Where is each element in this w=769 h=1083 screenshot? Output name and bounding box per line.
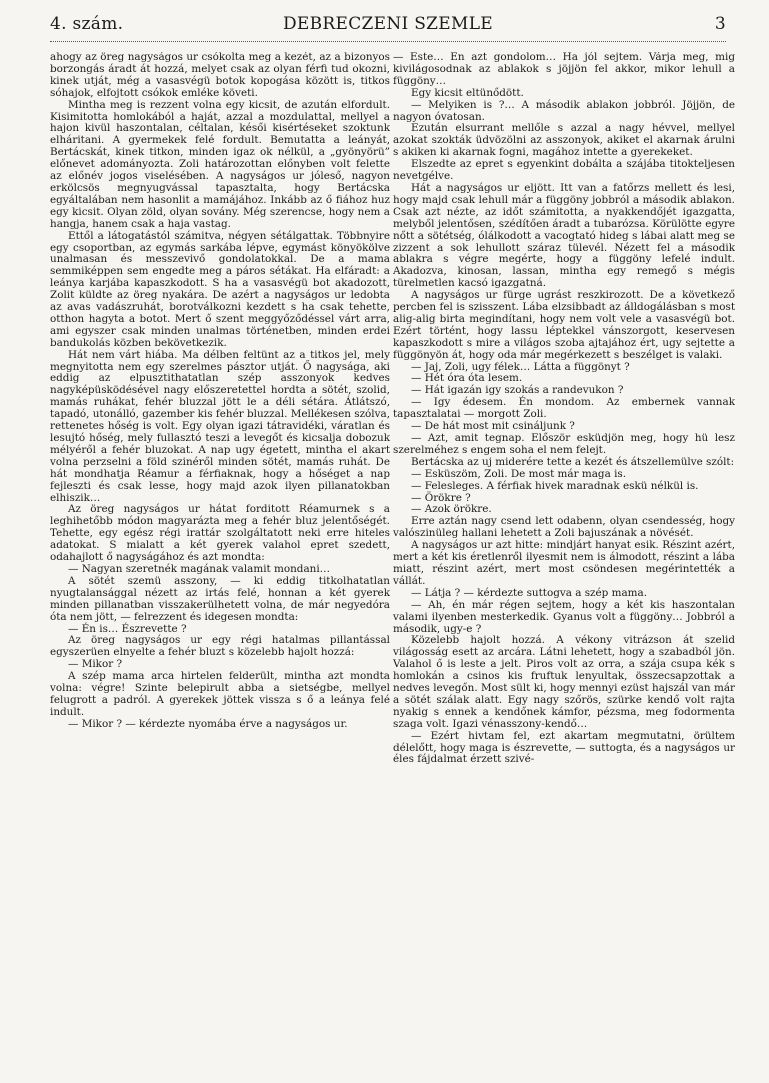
paragraph: Elszedte az epret s egyenkint dobálta a szájába titokteljesen nevetgélve. <box>393 158 735 183</box>
paragraph: Hát nem várt hiába. Ma délben feltünt az a titkos jel, mely megnyitotta nem egy szerelmes pásztor utját. Ő nagysága, aki eddig az elpusztithatatlan szép asszonyok kedves nagyképüsködésével nagy előszeretettel hordta a sötét, szolid, mamás ruhákat, fehér bluzzal jött le a déli sétára. Átlátszó, tapadó, utonálló, gazember kis fehér bluzzal. Mellékesen szólva, rettenetes hőség is volt. Egy olyan igazi tátravidéki, váratlan és lesujtó hőség, mely fullasztó teszi a levegőt és kicsalja dobozuk mélyéről a fehér bluzokat. A nap ugy égetett, mintha el akart volna perzselni a föld szinéről minden sötét, mamás ruhát. De hát mondhatja Réamur a férfiaknak, hogy a hőséget a nap fejleszti és csak lesse, hogy majd azok ilyen pillanatokban elhiszik… <box>50 348 390 504</box>
paragraph: — Este… Én azt gondolom… Ha jól sejtem. Várja meg, mig kivilágosodnak az ablakok s jöjjön fel akkor, mikor lehull a függöny… <box>393 52 735 87</box>
paragraph: — Mikor ? <box>68 658 123 671</box>
paragraph: Bertácska az uj miderére tette a kezét és átszellemülve szólt: <box>411 455 735 468</box>
right-column <box>393 52 735 1074</box>
paragraph: — Jaj, Zoli, ugy félek… Látta a függönyt ? <box>411 360 630 373</box>
paragraph: — De hát most mit csináljunk ? <box>411 420 575 433</box>
paragraph: — Esküszöm, Zoli. De most már maga is. <box>411 467 627 480</box>
paragraph: ahogy az öreg nagyságos ur csókolta meg a kezét, az a bizonyos borzongás áradt át hozzá, melyet csak az olyan férfi tud okozni, kinek utját, még a vasasvégü botok kopogása között is, titkos sóhajok, elfojtott csókok emléke követi. <box>50 52 390 99</box>
paragraph: A nagyságos ur azt hitte: mindjárt hanyat esik. Részint azért, mert a két kis éretlenről ilyesmit nem is álmodott, részint a lába miatt, részint azért, mert most csöndesen megérintették a vállát. <box>393 539 735 587</box>
paragraph: — Hát igazán igy szokás a randevukon ? <box>411 384 624 397</box>
paragraph: — Ezért hivtam fel, ezt akartam megmutatni, örültem délelőtt, hogy maga is észrevette, — suttogta, és a nagyságos ur éles fájdalmat érzett szivé- <box>393 729 735 766</box>
paragraph: Közelebb hajolt hozzá. A vékony vitrázson át szelid világosság esett az arcára. Látni lehetett, hogy a szabadból jön. Valahol ő is leste a jelt. Piros volt az orra, a szája csupa kék s homlokán a csinos kis fruftuk lenyultak, összecsapzottak a nedves levegőn. Most sült ki, hogy mennyi ezüst hajszál van már a sötét szálak alatt. Egy nagy szőrös, szürke kendő volt rajta nyakig s ennek a kendőnek kámfor, pézsma, meg fodormenta szaga volt. Igazi vénasszony-kendő… <box>393 634 735 730</box>
paragraph: — Felesleges. A férfiak hivek maradnak eskü nélkül is. <box>411 479 699 492</box>
header-rule <box>50 41 726 42</box>
left-column <box>50 52 390 1074</box>
paragraph: — Ah, én már régen sejtem, hogy a két kis haszontalan valami ilyenben mesterkedik. Gyanus volt a függöny… Jobbról a második, ugy-e ? <box>393 598 735 635</box>
paragraph: — Melyiken is ?… A második ablakon jobbról. Jöjjön, de nagyon óvatosan. <box>393 98 735 123</box>
journal-title: DEBRECZENI SZEMLE <box>282 14 494 34</box>
paragraph: — Én is… Észrevette ? <box>68 622 187 635</box>
paragraph: Az öreg nagyságos ur hátat forditott Réamurnek s a leghihetőbb módon magyarázta meg a fehér bluz jelentőségét. Tehette, egy egész régi irattár szolgáltatott neki erre hiteles adatokat. S mialatt a két gyerek valahol epret szedett, odahajlott ő nagyságához és azt mondta: <box>50 503 390 564</box>
page-number: 3 <box>714 14 726 34</box>
paragraph: Egy kicsit eltünődött. <box>411 86 524 99</box>
issue-number: 4. szám. <box>50 14 124 34</box>
paragraph: — Látja ? — kérdezte suttogva a szép mama. <box>411 586 648 599</box>
paragraph: A szép mama arca hirtelen felderült, mintha azt mondta volna: végre! Szinte belepirult abba a sietségbe, mellyel felugrott a padról. A gyerekek jöttek vissza s ő a leánya felé indult. <box>50 670 390 718</box>
paragraph: Az öreg nagyságos ur egy régi hatalmas pillantással egyszerüen elnyelte a fehér bluzt s közelebb hajolt hozzá: <box>50 634 390 659</box>
paragraph: — Örökre ? <box>411 491 471 504</box>
paragraph: — Hét óra óta lesem. <box>411 372 523 385</box>
paragraph: — Mikor ? — kérdezte nyomába érve a nagyságos ur. <box>68 717 348 730</box>
page-header <box>50 14 726 42</box>
paragraph: Ettől a látogatástól számitva, négyen sétálgattak. Többnyire egy csoportban, az egymás sarkába lépve, egymást könyökölve unalmasan és messzevivő gondolatokkal. De a mama semmiképpen sem engedte meg a páros sétákat. Ha elfáradt: a leánya karjába kapaszkodott. S ha a vasasvégü bot akadozott, Zolit küldte az öreg nyakára. De azért a nagyságos ur ledobta az avas vadászruhát, borotválkozni kezdett s ha csak tehette, otthon hagyta a botot. Mert ő szent meggyőződéssel várt arra, ami egyszer csak minden unalmas történetben, minden erdei bandukolás közben bekövetkezik. <box>50 229 390 349</box>
paragraph: — Nagyan szeretnék magának valamit mondani… <box>68 562 331 575</box>
paragraph: A sötét szemü asszony, — ki eddig titkolhatatlan nyugtalansággal nézett az irtás felé, honnan a két gyerek minden pillanatban visszakerülhetett volna, de már negyedóra óta nem jött, — felrezzent és idegesen mondta: <box>50 574 390 623</box>
paragraph: Ezután elsurrant mellőle s azzal a nagy hévvel, mellyel azokat szokták üdvözölni az asszonyok, akiket el akarnak árulni s akiken ki akarnak fogni, magához intette a gyerekeket. <box>393 122 735 159</box>
paragraph: — Azt, amit tegnap. Először esküdjön meg, hogy hü lesz szerelméhez s engem soha el nem felejt. <box>393 432 735 456</box>
paragraph: — Azok örökre. <box>411 503 492 516</box>
paragraph: — Igy édesem. Én mondom. Az embernek vannak tapasztalatai — morgott Zoli. <box>393 396 735 421</box>
paragraph: A nagyságos ur fürge ugrást reszkirozott. De a következő percben fel is szisszent. Lába elzsibbadt az álldogálásban s most alig-alig birta megindítani, hogy nem volt vele a vasasvégü bot. Ezért történt, hogy lassu léptekkel vánszorgott, keservesen kapaszkodott s mire a világos szoba ajtajához ért, ugy sejtette a függönyön át, hogy oda már megérkezett s beszélget is valaki. <box>393 289 735 361</box>
paragraph: Mintha meg is rezzent volna egy kicsit, de azután elfordult. Kisimitotta homlokából a haját, azzal a mozdulattal, mellyel a hajon kivül haszontalan, céltalan, késői kisértéseket szoktunk elháritani. A gyermekek felé fordult. Bemutatta a leányát, Bertácskát, kinek titkon, minden igaz ok nélkül, a „gyönyörü” előnevet adományozta. Zoli határozottan előnyben volt felette az előnév jogos viselésében. A nagyságos ur jóleső, nagyon erkölcsös megnyugvással tapasztalta, hogy Bertácska egyáltalában nem hasonlit a mamájához. Inkább az ő fiához huz egy kicsit. Olyan zöld, olyan sovány. Még szerencse, hogy nem a hangja, hanem csak a haja vastag. <box>50 98 390 230</box>
paragraph: Erre aztán nagy csend lett odabenn, olyan csendesség, hogy valószinüleg hallani lehetett a Zoli bajuszának a növését. <box>393 515 735 540</box>
paragraph: Hát a nagyságos ur eljött. Itt van a fatőrzs mellett és lesi, hogy majd csak lehull már a függöny jobbról a második ablakon. Csak azt nézte, az időt számitotta, a nyakkendőjét igazgatta, melyből jelentősen, szédítően áradt a tubarózsa. Körülötte egyre nőtt a sötétség, ólálkodott a vacogtató hideg s lábai alatt meg se zizzent a sok lehullott száraz tülevél. Nézett fel a második ablakra s végre megérte, hogy a függöny lefelé indult. Akadozva, kinosan, lassan, mintha egy remegő s mégis türelmetlen kacsó igazgatná. <box>393 181 735 290</box>
